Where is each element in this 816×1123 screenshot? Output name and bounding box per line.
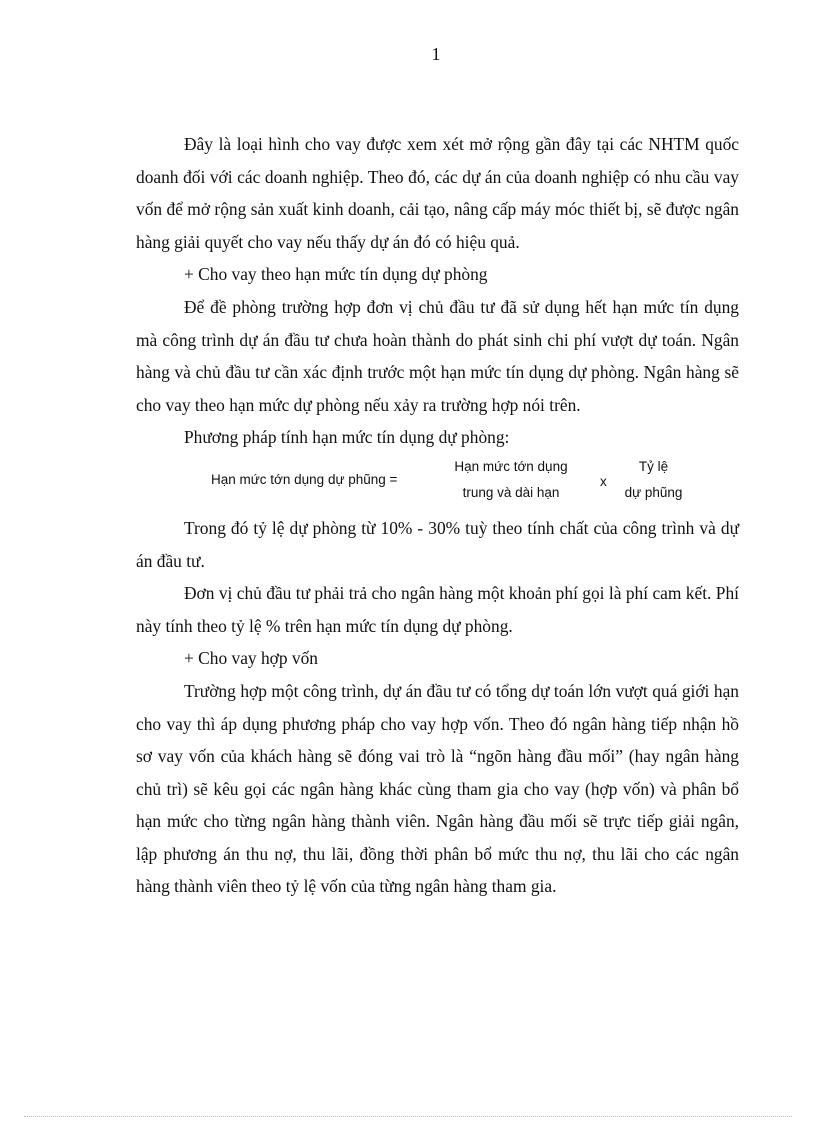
paragraph-intro: Đây là loại hình cho vay được xem xét mở rộng gần đây tại các NHTM quốc doanh đối với các doanh nghiệp. Theo đó, các dự án của doanh nghiệp có nhu cầu vay vốn để mở rộng sản xuất kinh doanh, cải tạo, nâng cấp máy móc thiết bị, sẽ được ngân hàng giải quyết cho vay nếu thấy dự án đó có hiệu quả. [136, 134, 739, 252]
paragraph-formula-intro: Phương pháp tính hạn mức tín dụng dự phòng: [184, 427, 510, 448]
formula-fraction-rate [616, 458, 691, 502]
formula-multiply-sign: x [600, 473, 607, 489]
document-body [136, 128, 739, 903]
formula-reserve-credit-limit [136, 454, 739, 512]
paragraph-reserve-credit: Để đề phòng trường hợp đơn vị chủ đầu tư đã sử dụng hết hạn mức tín dụng mà công trình dự án đầu tư chưa hoàn thành do phát sinh chi phí vượt dự toán. Ngân hàng và chủ đầu tư cần xác định trước một hạn mức tín dụng dự phòng. Ngân hàng sẽ cho vay theo hạn mức dự phòng nếu xảy ra trường hợp nói trên. [136, 296, 739, 415]
paragraph-commitment-fee: Đơn vị chủ đầu tư phải trả cho ngân hàng một khoản phí gọi là phí cam kết. Phí này tính theo tỷ lệ % trên hạn mức tín dụng dự phòng. [136, 583, 739, 636]
page-number: 1 [431, 44, 441, 64]
formula-lhs: Hạn mức tớn dụng dự phũng = [211, 471, 398, 487]
paragraph-syndicated-loan: Trường hợp một công trình, dự án đầu tư có tổng dự toán lớn vượt quá giới hạn cho vay thì áp dụng phương pháp cho vay hợp vốn. Theo đó ngân hàng tiếp nhận hồ sơ vay vốn của khách hàng sẽ đóng vai trò là “ngõn hàng đầu mối” (hay ngân hàng chủ trì) sẽ kêu gọi các ngân hàng khác cùng tham gia cho vay (hợp vốn) và phân bổ hạn mức cho từng ngân hàng thành viên. Ngân hàng đầu mối sẽ trực tiếp giải ngân, lập phương án thu nợ, thu lãi, đồng thời phân bổ mức thu nợ, thu lãi cho các ngân hàng thành viên theo tỷ lệ vốn của từng ngân hàng tham gia. [136, 680, 739, 897]
formula-fraction-rate-numerator: Tỷ lệ [638, 458, 669, 474]
formula-fraction-limit [436, 458, 586, 502]
formula-fraction-limit-denominator: trung và dài hạn [462, 484, 560, 500]
formula-fraction-rate-denominator: dự phũng [624, 484, 683, 500]
heading-syndicated-loan: + Cho vay hợp vốn [184, 648, 318, 669]
page-bottom-border [24, 1116, 792, 1117]
heading-reserve-credit: + Cho vay theo hạn mức tín dụng dự phòng [184, 264, 488, 285]
paragraph-reserve-rate: Trong đó tỷ lệ dự phòng từ 10% - 30% tuỳ theo tính chất của công trình và dự án đầu tư. [136, 517, 739, 571]
formula-fraction-limit-numerator: Hạn mức tớn dụng [454, 458, 568, 474]
